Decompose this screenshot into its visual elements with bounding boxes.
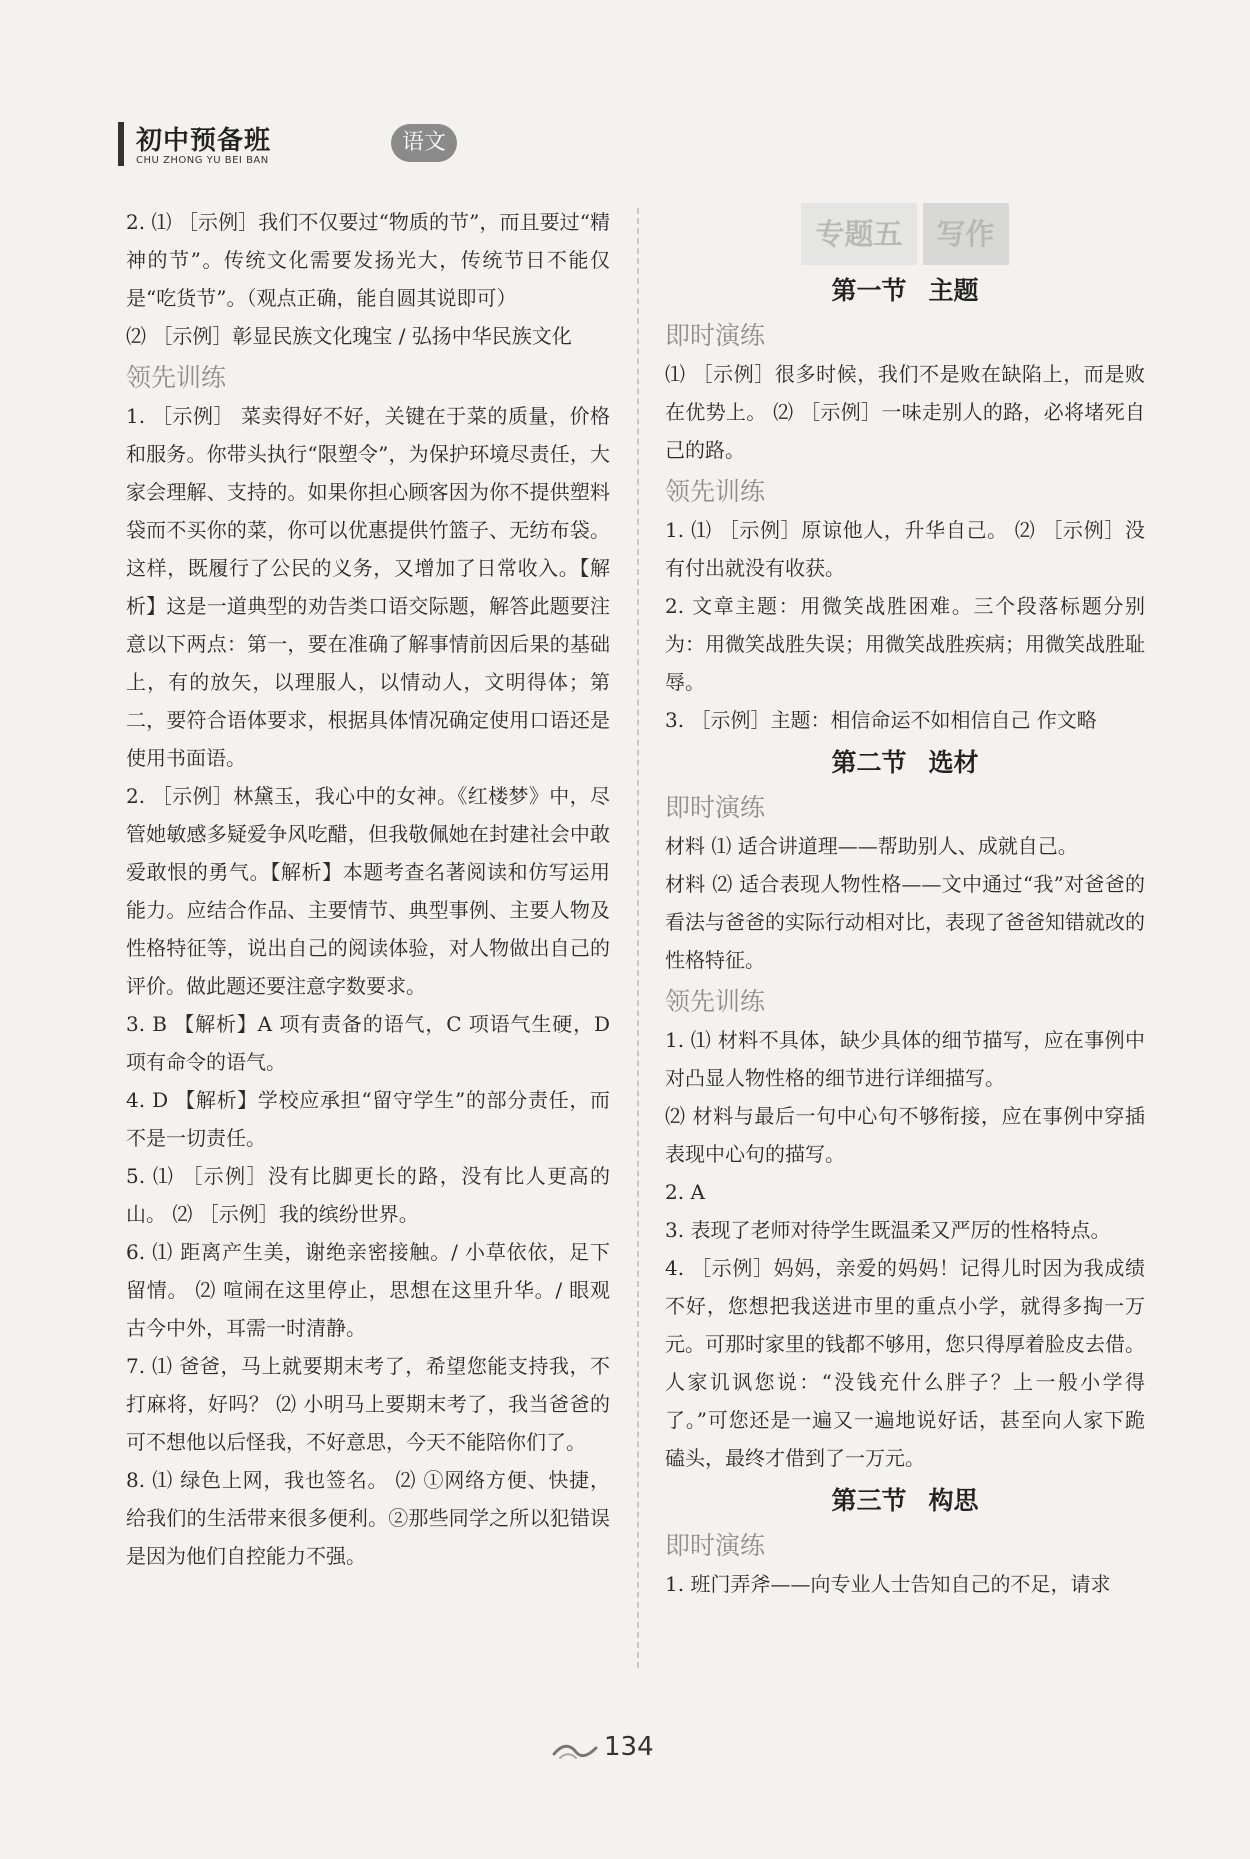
answer-paragraph: ⑵ 材料与最后一句中心句不够衔接，应在事例中穿插表现中心句的描写。 [665, 1104, 1145, 1166]
answer-paragraph: 3. 表现了老师对待学生既温柔又严厉的性格特点。 [665, 1218, 1111, 1242]
answer-paragraph: 2. A [665, 1180, 705, 1204]
section-label: 领先训练 [665, 987, 766, 1016]
answer-paragraph: 2. 文章主题：用微笑战胜困难。三个段落标题分别为：用微笑战胜失误；用微笑战胜疾病；用微笑战胜耻辱。 [665, 594, 1145, 694]
answer-paragraph: 3. ［示例］主题：相信命运不如相信自己 作文略 [665, 708, 1097, 732]
topic-banner [665, 203, 1145, 265]
book-title-pinyin: CHU ZHONG YU BEI BAN [136, 155, 269, 166]
answer-paragraph: 2. ［示例］林黛玉，我心中的女神。《红楼梦》中，尽管她敏感多疑爱争风吃醋，但我敬佩她在封建社会中敢爱敢恨的勇气。【解析】本题考查名著阅读和仿写运用能力。应结合作品、主要情节、典型事例、主要人物及性格特征等，说出自己的阅读体验，对人物做出自己的评价。做此题还要注意字数要求。 [126, 784, 610, 998]
section-heading-number: 第一节 [831, 276, 907, 305]
right-column [665, 203, 1145, 1603]
left-column [126, 203, 610, 1575]
answer-paragraph: 2. ⑴ ［示例］我们不仅要过“物质的节”，而且要过“精神的节”。传统文化需要发扬光大，传统节日不能仅是“吃货节”。（观点正确，能自圆其说即可） [126, 210, 610, 310]
answer-paragraph: 8. ⑴ 绿色上网，我也签名。 ⑵ ①网络方便、快捷，给我们的生活带来很多便利。②那些同学之所以犯错误是因为他们自控能力不强。 [126, 1468, 610, 1568]
section-heading [665, 1481, 1145, 1521]
section-heading-title: 选材 [928, 748, 979, 777]
topic-number: 专题五 [801, 203, 916, 265]
section-heading-title: 主题 [928, 276, 979, 305]
answer-paragraph: 3. B 【解析】A 项有责备的语气，C 项语气生硬，D 项有命令的语气。 [126, 1012, 610, 1074]
topic-name: 写作 [923, 203, 1009, 265]
section-label: 领先训练 [665, 477, 766, 506]
subject-badge: 语文 [391, 124, 457, 162]
section-label: 即时演练 [665, 1531, 766, 1560]
answer-paragraph: ⑴ ［示例］很多时候，我们不是败在缺陷上，而是败在优势上。 ⑵ ［示例］一味走别人的路，必将堵死自己的路。 [665, 362, 1145, 462]
answer-paragraph: 材料 ⑵ 适合表现人物性格——文中通过“我”对爸爸的看法与爸爸的实际行动相对比，表现了爸爸知错就改的性格特征。 [665, 872, 1145, 972]
section-heading-number: 第三节 [831, 1486, 907, 1515]
answer-paragraph: 1. ⑴ 材料不具体，缺少具体的细节描写，应在事例中对凸显人物性格的细节进行详细描写。 [665, 1028, 1145, 1090]
answer-paragraph: 4. ［示例］妈妈，亲爱的妈妈！记得儿时因为我成绩不好，您想把我送进市里的重点小学，就得多掏一万元。可那时家里的钱都不够用，您只得厚着脸皮去借。人家讥讽您说：“没钱充什么胖子？上一般小学得了。”可您还是一遍又一遍地说好话，甚至向人家下跪磕头，最终才借到了一万元。 [665, 1256, 1145, 1470]
answer-paragraph: 1. 班门弄斧——向专业人士告知自己的不足，请求 [665, 1572, 1111, 1596]
page-number-text: 134 [604, 1732, 654, 1762]
section-heading [665, 743, 1145, 783]
section-label: 领先训练 [126, 363, 227, 392]
answer-paragraph: 7. ⑴ 爸爸，马上就要期末考了，希望您能支持我，不打麻将，好吗？ ⑵ 小明马上要期末考了，我当爸爸的可不想他以后怪我，不好意思，今天不能陪你们了。 [126, 1354, 610, 1454]
answer-paragraph: 4. D 【解析】学校应承担“留守学生”的部分责任，而不是一切责任。 [126, 1088, 610, 1150]
wave-ornament-icon [552, 1740, 598, 1762]
section-heading-number: 第二节 [831, 748, 907, 777]
answer-paragraph: 5. ⑴ ［示例］没有比脚更长的路，没有比人更高的山。 ⑵ ［示例］我的缤纷世界。 [126, 1164, 610, 1226]
section-label: 即时演练 [665, 793, 766, 822]
section-heading-title: 构思 [928, 1486, 979, 1515]
section-heading [665, 271, 1145, 311]
section-label: 即时演练 [665, 321, 766, 350]
answer-paragraph: ⑵ ［示例］彰显民族文化瑰宝 / 弘扬中华民族文化 [126, 324, 572, 348]
answer-paragraph: 材料 ⑴ 适合讲道理——帮助别人、成就自己。 [665, 834, 1078, 858]
book-title: 初中预备班 [136, 126, 272, 156]
answer-paragraph: 1. ［示例］ 菜卖得好不好，关键在于菜的质量，价格和服务。你带头执行“限塑令”，为保护环境尽责任，大家会理解、支持的。如果你担心顾客因为你不提供塑料袋而不买你的菜，你可以优惠提供竹篮子、无纺布袋。这样，既履行了公民的义务，又增加了日常收入。【解析】这是一道典型的劝告类口语交际题，解答此题要注意以下两点：第一，要在准确了解事情前因后果的基础上，有的放矢，以理服人，以情动人，文明得体；第二，要符合语体要求，根据具体情况确定使用口语还是使用书面语。 [126, 404, 610, 770]
column-divider [637, 208, 639, 1668]
header-bar [118, 122, 124, 166]
answer-paragraph: 1. ⑴ ［示例］原谅他人，升华自己。 ⑵ ［示例］没有付出就没有收获。 [665, 518, 1145, 580]
answer-paragraph: 6. ⑴ 距离产生美，谢绝亲密接触。/ 小草依依，足下留情。 ⑵ 喧闹在这里停止，思想在这里升华。/ 眼观古今中外，耳需一时清静。 [126, 1240, 610, 1340]
